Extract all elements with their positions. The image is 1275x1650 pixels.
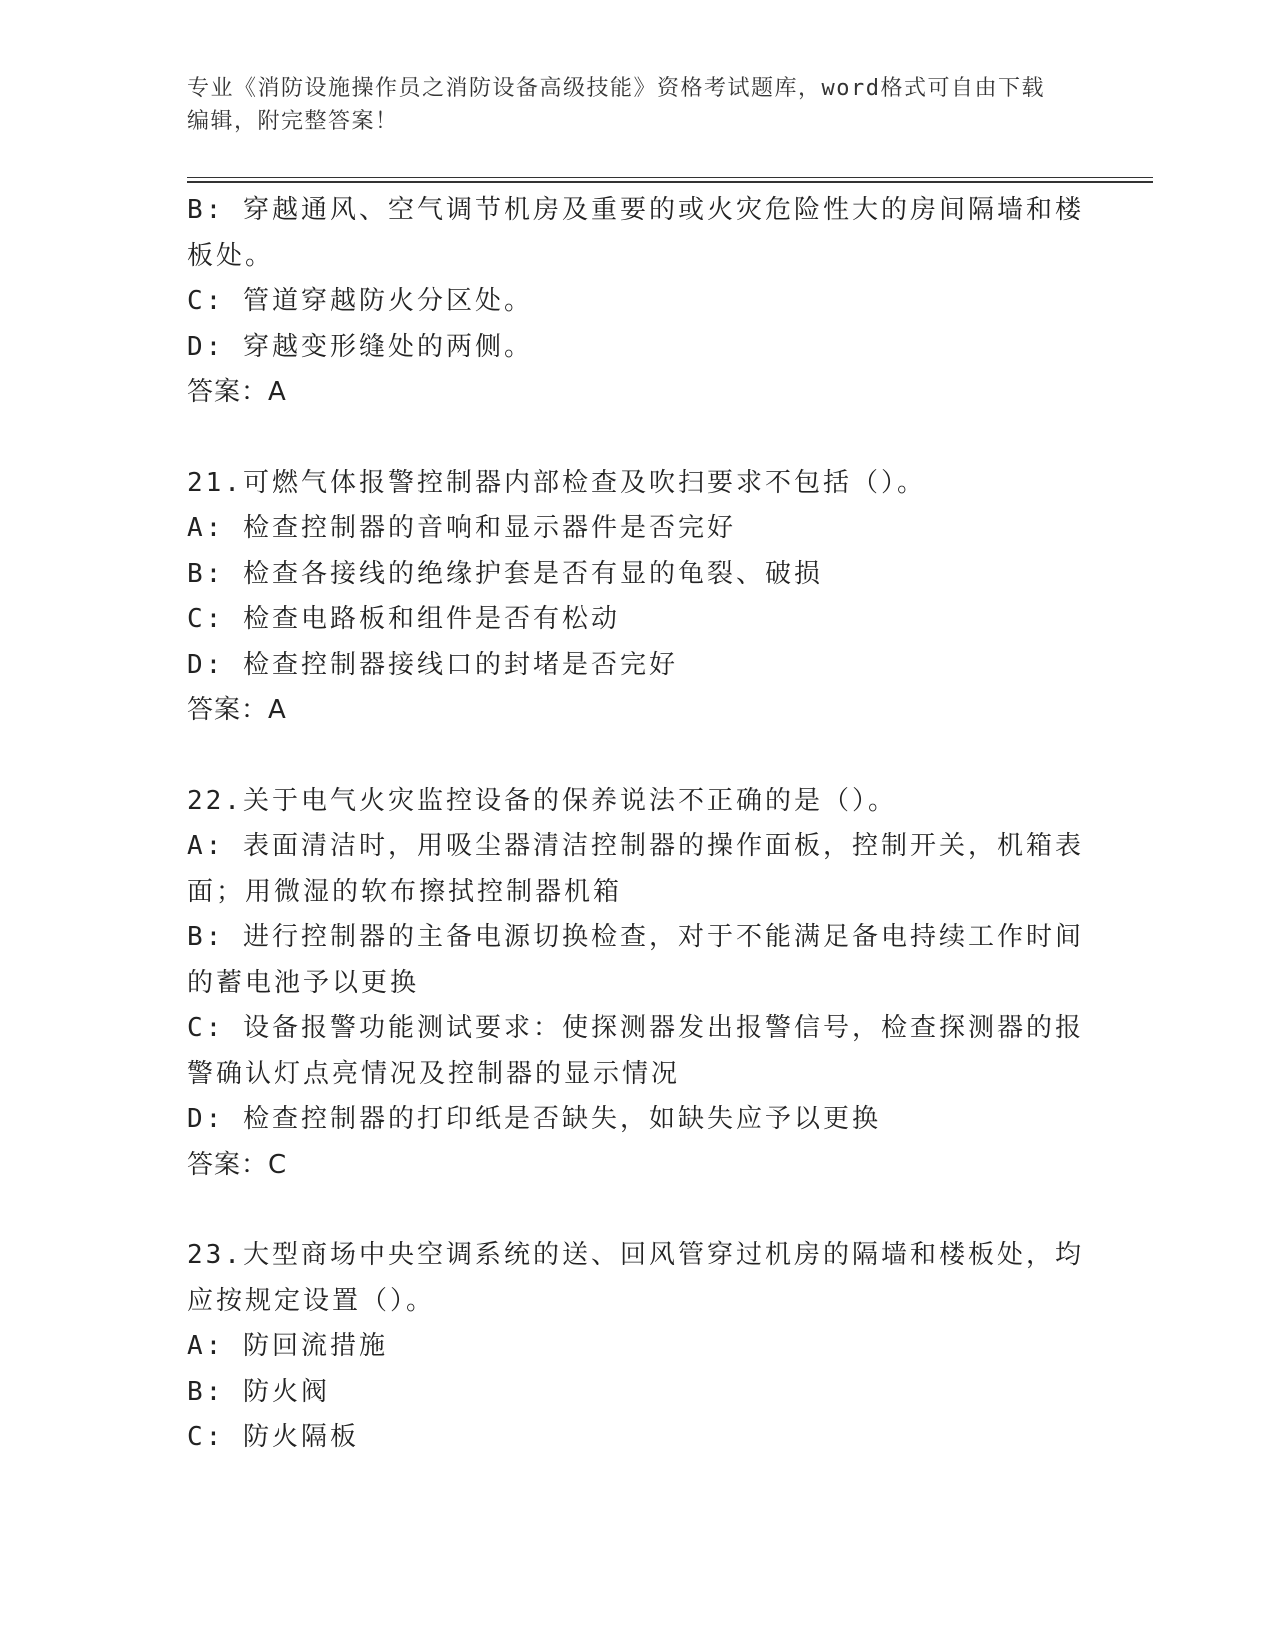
option-c: C: 检查电路板和组件是否有松动 [187,604,620,634]
option-c: C: 设备报警功能测试要求：使探测器发出报警信号，检查探测器的报警确认灯点亮情况及控制器的显示情况 [187,1013,1084,1089]
question-22 [187,779,1087,1189]
option-b: B: 进行控制器的主备电源切换检查，对于不能满足备电持续工作时间的蓄电池予以更换 [187,922,1084,998]
page-header: 专业《消防设施操作员之消防设备高级技能》资格考试题库，word格式可自由下载编辑，附完整答案！ [187,76,1045,134]
question-stem: 21.可燃气体报警控制器内部检查及吹扫要求不包括（）。 [187,467,926,498]
option-b: B: 防火阀 [187,1376,330,1407]
option-b: B: 穿越通风、空气调节机房及重要的或火灾危险性大的房间隔墙和楼板处。 [187,195,1084,271]
header-divider-thin [187,177,1153,178]
option-d: D: 穿越变形缝处的两侧。 [187,331,533,362]
header-divider-thick [187,181,1153,183]
question-stem: 23.大型商场中央空调系统的送、回风管穿过机房的隔墙和楼板处，均应按规定设置（）。 [187,1240,1084,1316]
option-a: A: 防回流措施 [187,1331,388,1361]
question-23 [187,1233,1087,1461]
answer-line: 答案：A [187,695,287,725]
question-list [187,188,1087,1506]
option-c: C: 管道穿越防火分区处。 [187,286,533,316]
question-21 [187,461,1087,734]
option-c: C: 防火隔板 [187,1422,359,1452]
option-b: B: 检查各接线的绝缘护套是否有显的龟裂、破损 [187,558,823,589]
answer-line: 答案：C [187,1149,288,1180]
option-a: A: 检查控制器的音响和显示器件是否完好 [187,513,736,543]
question-stem: 22.关于电气火灾监控设备的保养说法不正确的是（）。 [187,785,897,816]
question-continuation [187,188,1087,416]
option-d: D: 检查控制器接线口的封堵是否完好 [187,649,678,680]
answer-line: 答案：A [187,377,287,407]
option-d: D: 检查控制器的打印纸是否缺失，如缺失应予以更换 [187,1104,881,1134]
option-a: A: 表面清洁时，用吸尘器清洁控制器的操作面板，控制开关，机箱表面；用微湿的软布擦拭控制器机箱 [187,831,1084,907]
